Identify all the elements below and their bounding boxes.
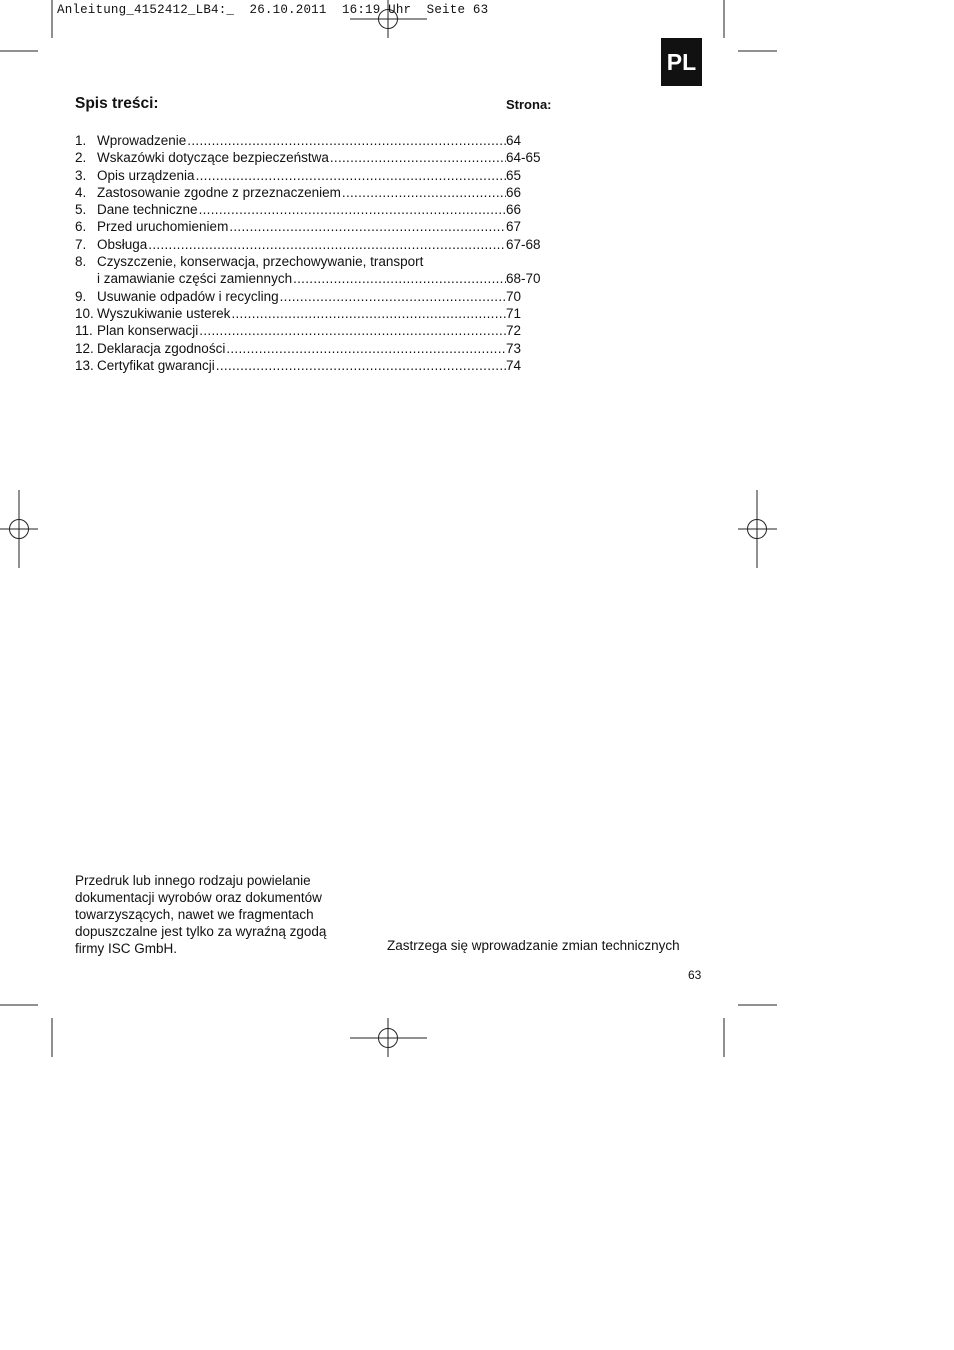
toc-entry-number: 11. [75, 323, 93, 339]
toc-entry-number: 2. [75, 150, 87, 166]
toc-entry-number: 8. [75, 254, 87, 270]
toc-entry-page: 65 [506, 167, 522, 183]
toc-entry-page: 64-65 [506, 150, 541, 166]
toc-leader-dots [228, 218, 506, 235]
toc-entry-title: Dane techniczne [97, 202, 198, 218]
toc-page-column-header: Strona: [506, 97, 552, 112]
table-of-contents [75, 132, 555, 374]
toc-entry-9[interactable] [75, 288, 555, 305]
copyright-line: dokumentacji wyrobów oraz dokumentów [75, 890, 322, 905]
toc-leader-dots [341, 184, 506, 201]
toc-entry-4[interactable] [75, 184, 555, 201]
toc-entry-title: Zastosowanie zgodne z przeznaczeniem [97, 184, 341, 200]
toc-entry-page: 70 [506, 288, 522, 304]
toc-leader-dots [279, 288, 506, 305]
toc-entry-title: Obsługa [97, 236, 148, 252]
toc-title: Spis treści: [75, 95, 159, 112]
toc-entry-number: 10. [75, 305, 94, 321]
copyright-line: dopuszczalne jest tylko za wyraźną zgodą [75, 924, 327, 939]
toc-leader-dots [225, 340, 506, 357]
toc-leader-dots [186, 132, 506, 149]
toc-entry-page: 66 [506, 184, 522, 200]
toc-entry-13[interactable] [75, 357, 555, 374]
toc-entry-number: 5. [75, 202, 87, 218]
toc-entry-11[interactable] [75, 322, 555, 339]
toc-entry-title: Deklaracja zgodności [97, 340, 226, 356]
toc-entry-page: 67-68 [506, 236, 541, 252]
toc-leader-dots [198, 201, 506, 218]
copyright-notice [75, 872, 375, 957]
toc-leader-dots [230, 305, 506, 322]
toc-leader-dots [195, 167, 506, 184]
toc-leader-dots [329, 149, 506, 166]
toc-entry-number: 13. [75, 357, 94, 373]
toc-entry-5[interactable] [75, 201, 555, 218]
toc-leader-dots [215, 357, 506, 374]
registration-mark-right [738, 490, 777, 568]
toc-entry-number: 4. [75, 184, 87, 200]
toc-entry-1[interactable] [75, 132, 555, 149]
registration-mark-bottom [350, 1018, 427, 1057]
toc-leader-dots [198, 322, 506, 339]
toc-entry-number: 3. [75, 167, 87, 183]
toc-entry-page: 72 [506, 323, 522, 339]
toc-entry-title: Wskazówki dotyczące bezpieczeństwa [97, 150, 329, 166]
toc-entry-page: 66 [506, 202, 522, 218]
toc-entry-title: Plan konserwacji [97, 323, 199, 339]
toc-entry-page: 74 [506, 357, 522, 373]
toc-entry-page: 68-70 [506, 271, 541, 287]
toc-entry-10[interactable] [75, 305, 555, 322]
toc-entry-number: 7. [75, 236, 87, 252]
toc-entry-title: Czyszczenie, konserwacja, przechowywanie, transport [97, 254, 424, 270]
toc-entry-title: Wyszukiwanie usterek [97, 305, 231, 321]
page-number: 63 [688, 968, 702, 982]
toc-entry-page: 67 [506, 219, 522, 235]
toc-leader-dots [147, 236, 506, 253]
toc-entry-8-continuation[interactable] [75, 270, 555, 287]
toc-entry-page: 73 [506, 340, 522, 356]
registration-mark-left [0, 490, 38, 568]
toc-entry-2[interactable] [75, 149, 555, 166]
toc-entry-number: 1. [75, 133, 87, 148]
copyright-line: towarzyszących, nawet we fragmentach [75, 907, 314, 922]
technical-changes-disclaimer: Zastrzega się wprowadzanie zmian technicznych [387, 938, 680, 953]
toc-entry-title: Certyfikat gwarancji [97, 357, 215, 373]
language-badge: PL [661, 38, 702, 86]
toc-entry-title: Usuwanie odpadów i recycling [97, 288, 279, 304]
toc-entry-title-continuation: i zamawianie części zamiennych [97, 271, 293, 287]
toc-entry-page: 64 [506, 133, 522, 148]
copyright-line: firmy ISC GmbH. [75, 941, 178, 956]
toc-entry-number: 12. [75, 340, 94, 356]
toc-entry-number: 6. [75, 219, 87, 235]
toc-entry-page: 71 [506, 305, 522, 321]
toc-leader-dots [292, 270, 506, 287]
toc-entry-6[interactable] [75, 218, 555, 235]
toc-entry-number: 9. [75, 288, 87, 304]
toc-entry-title: Wprowadzenie [97, 133, 187, 148]
toc-entry-3[interactable] [75, 167, 555, 184]
toc-entry-title: Opis urządzenia [97, 167, 195, 183]
print-slug: Anleitung_4152412_LB4:_ 26.10.2011 16:19 Uhr Seite 63 [57, 3, 489, 17]
toc-entry-12[interactable] [75, 340, 555, 357]
toc-entry-8[interactable] [75, 253, 555, 270]
toc-entry-title: Przed uruchomieniem [97, 219, 229, 235]
toc-entry-7[interactable] [75, 236, 555, 253]
copyright-line: Przedruk lub innego rodzaju powielanie [75, 873, 311, 888]
